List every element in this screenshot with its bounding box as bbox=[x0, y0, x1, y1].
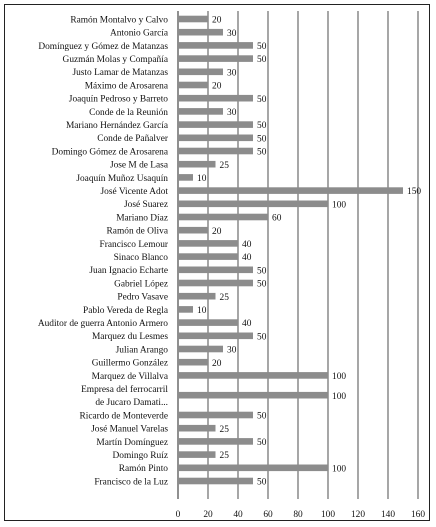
category-label: Pedro Vasave bbox=[117, 292, 168, 303]
bar bbox=[178, 240, 238, 247]
data-label: 50 bbox=[257, 42, 267, 52]
data-label: 40 bbox=[242, 253, 252, 264]
category-label: Empresa del ferrocarril de Jucaro Damati... bbox=[81, 385, 168, 409]
bar bbox=[178, 161, 216, 168]
data-label: 50 bbox=[257, 279, 267, 290]
category-label: José Vicente Adot bbox=[100, 187, 168, 197]
data-label: 20 bbox=[212, 81, 222, 92]
category-label: Gabriel López bbox=[114, 279, 168, 290]
bar bbox=[178, 306, 193, 313]
bar bbox=[178, 267, 253, 274]
bar bbox=[178, 438, 253, 445]
data-label: 50 bbox=[257, 411, 267, 422]
category-label: Conde de Pañalver bbox=[97, 134, 168, 145]
bar bbox=[178, 42, 253, 49]
bar bbox=[178, 201, 328, 208]
data-label: 50 bbox=[257, 477, 267, 488]
bar bbox=[178, 425, 216, 432]
category-label: Máximo de Arosarena bbox=[84, 81, 168, 92]
x-axis-ticks bbox=[176, 510, 426, 520]
x-tick-label: 40 bbox=[233, 510, 243, 520]
category-label: Mariano Hernández García bbox=[65, 121, 168, 131]
bar bbox=[178, 333, 253, 340]
bar bbox=[178, 55, 253, 62]
category-label: José Manuel Varelas bbox=[91, 424, 168, 435]
bar bbox=[178, 108, 223, 115]
bar bbox=[178, 16, 208, 23]
data-label: 30 bbox=[227, 345, 237, 356]
data-label: 100 bbox=[332, 391, 347, 402]
bar bbox=[178, 69, 223, 76]
data-label: 20 bbox=[212, 15, 222, 26]
data-label: 100 bbox=[332, 372, 347, 382]
bar bbox=[178, 148, 253, 155]
bar bbox=[178, 214, 268, 221]
data-label: 100 bbox=[332, 464, 347, 475]
data-label: 30 bbox=[227, 108, 237, 118]
data-label: 50 bbox=[257, 438, 267, 448]
data-label: 25 bbox=[219, 160, 229, 171]
data-label: 25 bbox=[219, 424, 229, 435]
x-tick-label: 140 bbox=[380, 510, 396, 520]
data-label: 10 bbox=[197, 306, 207, 316]
bar bbox=[178, 346, 223, 353]
bar bbox=[178, 319, 238, 326]
data-label: 10 bbox=[197, 174, 207, 184]
bar bbox=[178, 465, 328, 472]
category-label: Mariano Díaz bbox=[116, 213, 168, 224]
category-label: Sinaco Blanco bbox=[113, 253, 168, 263]
category-label: Francisco Lemour bbox=[99, 239, 168, 250]
data-label: 100 bbox=[332, 200, 347, 211]
bar bbox=[178, 82, 208, 89]
category-label: Domingo Ruíz bbox=[112, 451, 168, 461]
x-tick-label: 120 bbox=[350, 510, 366, 520]
category-label: Guzmán Molas y Compañía bbox=[62, 55, 168, 65]
category-label: Jose M de Lasa bbox=[109, 160, 168, 171]
data-label: 30 bbox=[227, 28, 237, 39]
data-label: 50 bbox=[257, 147, 267, 158]
category-label: Conde de la Reunión bbox=[89, 107, 168, 118]
bar bbox=[178, 392, 328, 399]
data-label: 25 bbox=[219, 451, 229, 462]
category-label: Martín Domínguez bbox=[96, 437, 168, 448]
data-label: 20 bbox=[212, 226, 222, 237]
category-label: Marquez du Lesmes bbox=[91, 332, 168, 343]
category-label: Domingo Gómez de Arosarena bbox=[51, 147, 168, 158]
category-label: Auditor de guerra Antonio Armero bbox=[37, 319, 168, 329]
bar bbox=[178, 29, 223, 36]
bar bbox=[178, 412, 253, 419]
data-label: 50 bbox=[257, 266, 267, 277]
category-label: Antonio García bbox=[109, 28, 168, 39]
bar bbox=[178, 187, 403, 194]
category-label: Ramón Montalvo y Calvo bbox=[70, 15, 168, 26]
bar bbox=[178, 451, 216, 458]
x-tick-label: 160 bbox=[410, 510, 426, 520]
category-label: Justo Lamar de Matanzas bbox=[72, 68, 168, 79]
category-label: Marquez de Villalva bbox=[91, 371, 168, 382]
category-label: Joaquín Muñoz Usaquín bbox=[76, 173, 168, 184]
bar bbox=[178, 253, 238, 260]
data-label: 50 bbox=[257, 94, 267, 105]
bar bbox=[178, 174, 193, 181]
bar bbox=[178, 359, 208, 366]
x-tick-label: 80 bbox=[293, 510, 303, 520]
data-label: 40 bbox=[242, 240, 252, 250]
category-label: Ramón Pinto bbox=[118, 464, 168, 475]
category-label: Guillermo González bbox=[91, 358, 168, 369]
data-label: 40 bbox=[242, 319, 252, 330]
bar bbox=[178, 227, 208, 234]
data-label: 50 bbox=[257, 332, 267, 343]
data-label: 150 bbox=[407, 187, 422, 198]
bar bbox=[178, 372, 328, 379]
data-label: 20 bbox=[212, 358, 222, 369]
bar bbox=[178, 135, 253, 142]
category-label: José Suarez bbox=[124, 200, 168, 211]
data-label: 25 bbox=[219, 292, 229, 303]
data-label: 50 bbox=[257, 55, 267, 66]
x-tick-label: 20 bbox=[203, 510, 213, 520]
category-label: Julian Arango bbox=[115, 345, 168, 356]
data-label: 50 bbox=[257, 121, 267, 132]
category-label: Pablo Vereda de Regla bbox=[83, 305, 168, 316]
bar bbox=[178, 293, 216, 300]
data-label: 60 bbox=[272, 213, 282, 224]
category-label: Domínguez y Gómez de Matanzas bbox=[38, 41, 168, 52]
bar bbox=[178, 478, 253, 485]
x-tick-label: 0 bbox=[175, 510, 181, 520]
bar bbox=[178, 121, 253, 128]
bar bbox=[178, 95, 253, 102]
x-tick-label: 100 bbox=[320, 510, 336, 520]
data-label: 50 bbox=[257, 134, 267, 145]
bar bbox=[178, 280, 253, 287]
category-label: Joaquín Pedroso y Barreto bbox=[68, 94, 168, 105]
category-label: Ramón de Oliva bbox=[106, 226, 168, 237]
category-labels bbox=[38, 15, 169, 487]
category-label: Ricardo de Monteverde bbox=[79, 411, 168, 422]
category-label: Juan Ignacio Echarte bbox=[89, 266, 168, 277]
x-tick-label: 60 bbox=[263, 510, 273, 520]
category-label: Francisco de la Luz bbox=[94, 477, 168, 488]
data-label: 30 bbox=[227, 68, 237, 79]
